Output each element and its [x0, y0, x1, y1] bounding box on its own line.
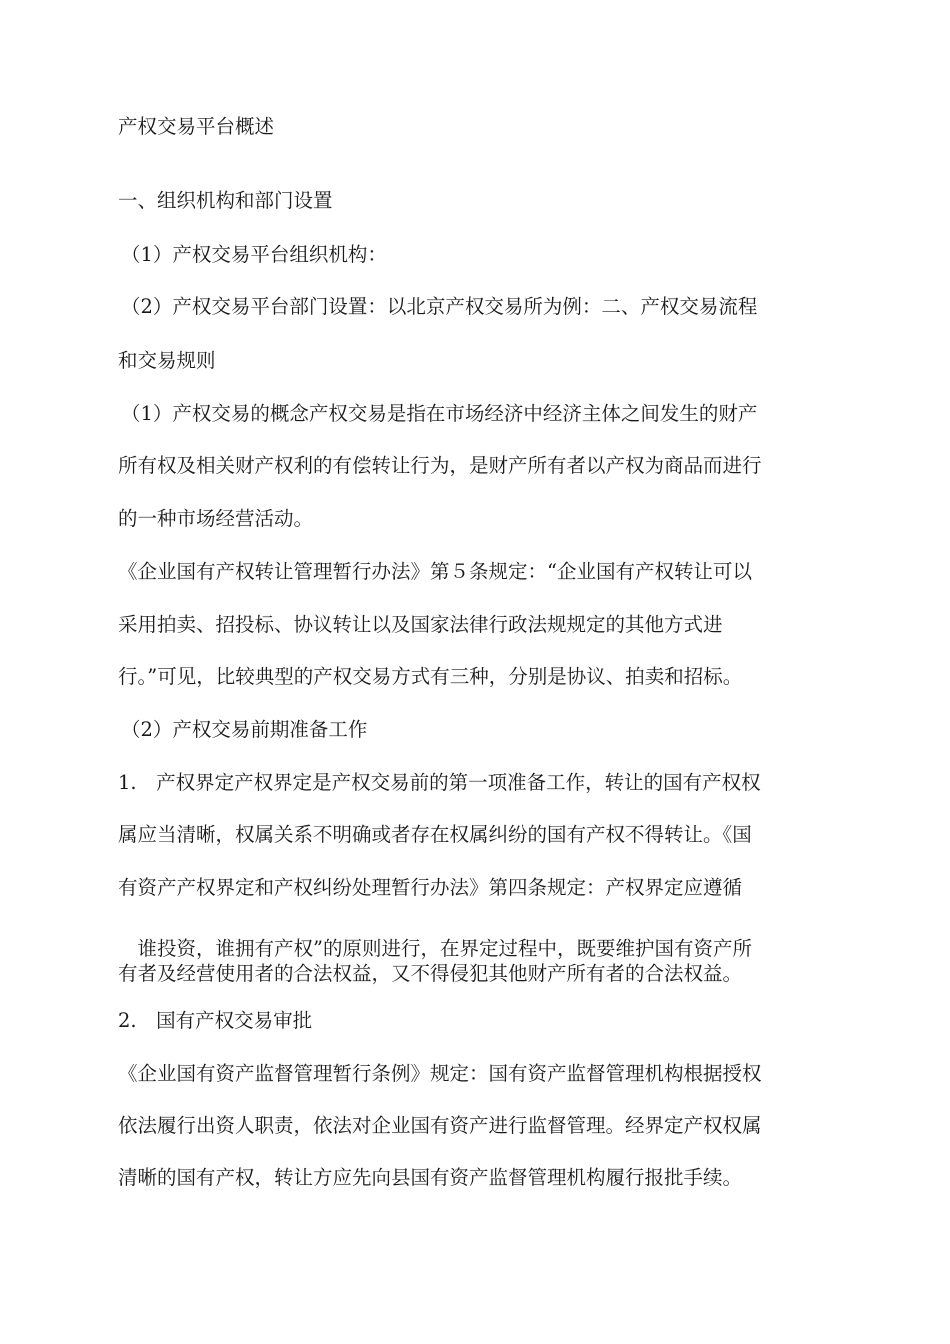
item-org-structure: （1）产权交易平台组织机构：: [121, 243, 387, 266]
para-concept-line1: （1）产权交易的概念产权交易是指在市场经济中经济主体之间发生的财产: [121, 402, 758, 425]
item-dept-setup-line2: 和交易规则: [118, 349, 216, 372]
point1-line3: 有资产产权界定和产权纠纷处理暂行办法》第四条规定：产权界定应遵循: [118, 876, 743, 899]
para-concept-line3: 的一种市场经营活动。: [118, 507, 314, 530]
point2-line3: 清晰的国有产权，转让方应先向县国有资产监督管理机构履行报批手续。: [118, 1166, 743, 1189]
point1-line1: 1. 产权界定产权界定是产权交易前的第一项准备工作，转让的国有产权权: [118, 771, 761, 794]
point1-line2: 属应当清晰，权属关系不明确或者存在权属纠纷的国有产权不得转让。《国: [118, 823, 752, 846]
document-title: 产权交易平台概述: [118, 115, 275, 138]
point2-line2: 依法履行出资人职责，依法对企业国有资产进行监督管理。经界定产权权属: [118, 1114, 762, 1137]
para-rule-line2: 采用拍卖、招投标、协议转让以及国家法律行政法规规定的其他方式进: [118, 613, 723, 636]
para-concept-line2: 所有权及相关财产权利的有偿转让行为，是财产所有者以产权为商品而进行: [118, 454, 762, 477]
point2-line1: 《企业国有资产监督管理暂行条例》规定：国有资产监督管理机构根据授权: [118, 1062, 762, 1085]
para-rule-line1: 《企业国有产权转让管理暂行办法》第５条规定：“企业国有产权转让可以: [118, 560, 752, 583]
point1-line5: 有者及经营使用者的合法权益，又不得侵犯其他财产所有者的合法权益。: [118, 962, 743, 985]
point1-line4: 谁投资，谁拥有产权”的原则进行，在界定过程中，既要维护国有资产所: [118, 937, 752, 960]
para-rule-line3: 行。”可见，比较典型的产权交易方式有三种，分别是协议、拍卖和招标。: [118, 665, 743, 688]
section-heading-organization: 一、组织机构和部门设置: [118, 189, 333, 212]
point2-heading: 2. 国有产权交易审批: [118, 1009, 313, 1032]
item-prep-heading: （2）产权交易前期准备工作: [121, 718, 368, 741]
item-dept-setup-line1: （2）产权交易平台部门设置：以北京产权交易所为例：二、产权交易流程: [121, 295, 758, 318]
